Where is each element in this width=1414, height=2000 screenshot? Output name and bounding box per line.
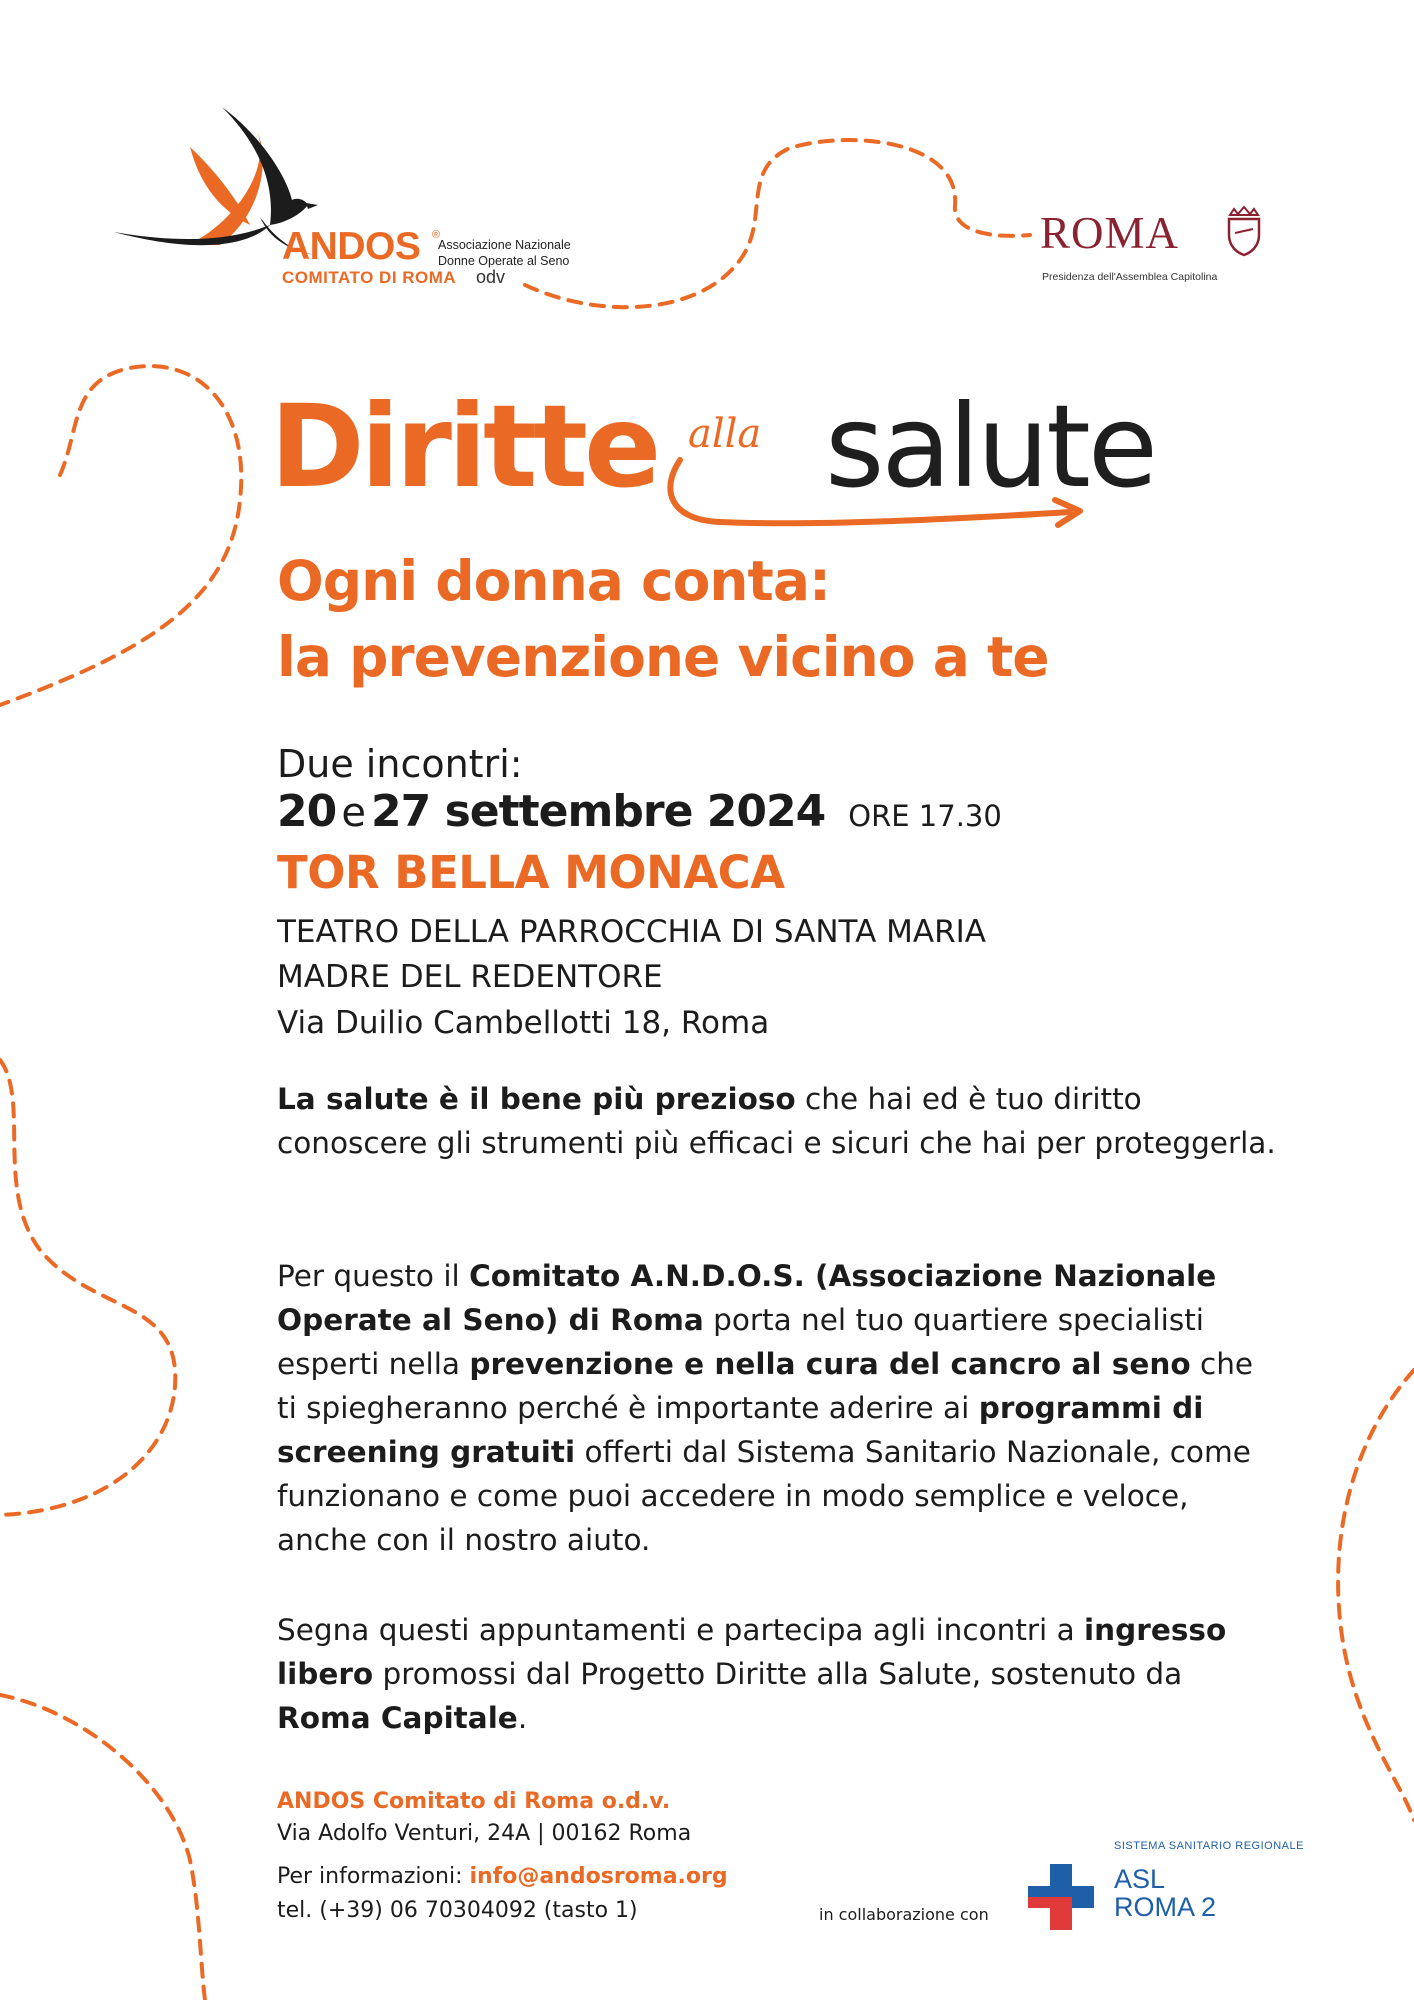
event-address-line1: TEATRO DELLA PARROCCHIA DI SANTA MARIA <box>277 914 986 950</box>
andos-logo <box>110 105 610 295</box>
dashed-curve-left-middle <box>0 1060 175 1515</box>
event-date-day1: 20 <box>277 786 337 837</box>
title-salute: salute <box>825 380 1156 513</box>
event-intro: Due incontri: <box>277 742 523 786</box>
asl-line2: ROMA 2 <box>1114 1892 1217 1922</box>
footer-info <box>277 1864 728 1889</box>
dashed-curve-left-bottom <box>0 1695 205 2000</box>
title-alla: alla <box>688 411 762 457</box>
event-address-line2: MADRE DEL REDENTORE <box>277 959 663 995</box>
event-place: TOR BELLA MONACA <box>277 846 785 899</box>
p2-text1: Per questo il <box>277 1259 470 1293</box>
andos-odv: odv <box>476 267 506 287</box>
body-paragraph-2 <box>277 1254 1277 1562</box>
p2-bold1: Comitato A.N.D.O.S. (Associazione Nazionale Operate al Seno) di Roma <box>277 1259 1217 1337</box>
body-paragraph-3 <box>277 1608 1277 1740</box>
event-address-line3: Via Duilio Cambellotti 18, Roma <box>277 1005 770 1041</box>
subtitle-line2: la prevenzione vicino a te <box>277 625 1049 689</box>
p2-text2: porta nel tuo quartiere specialisti esperti nella <box>277 1303 1204 1381</box>
p3-text3: . <box>517 1701 528 1735</box>
p3-text1: Segna questi appuntamenti e partecipa agli incontri a <box>277 1613 1085 1647</box>
asl-ssr-label: SISTEMA SANITARIO REGIONALE <box>1114 1840 1304 1852</box>
roma-subtitle: Presidenza dell'Assemblea Capitolina <box>1042 271 1218 283</box>
collaboration-label: in collaborazione con <box>819 1905 989 1924</box>
footer-address: Via Adolfo Venturi, 24A | 00162 Roma <box>277 1821 692 1846</box>
roma-crest-icon <box>1224 205 1264 257</box>
event-time: ORE 17.30 <box>848 799 1002 833</box>
event-dates <box>277 786 1002 837</box>
dashed-curve-left-upper <box>0 366 241 705</box>
andos-description-line1: Associazione Nazionale <box>438 238 571 252</box>
footer-email-link[interactable]: info@andosroma.org <box>469 1864 728 1889</box>
p3-bold1: ingresso libero <box>277 1613 1227 1691</box>
p3-text2: promossi dal Progetto Diritte alla Salute, sostenuto da <box>373 1657 1183 1691</box>
andos-comitato: COMITATO DI ROMA <box>282 268 457 287</box>
dashed-curve-right <box>1338 1370 1414 1820</box>
subtitle-line1: Ogni donna conta: <box>277 549 830 613</box>
footer-info-label: Per informazioni: <box>277 1864 470 1889</box>
andos-description-line2: Donne Operate al Seno <box>438 254 570 268</box>
registered-mark: ® <box>432 229 441 241</box>
asl-roma2-logo <box>1028 1838 1348 1938</box>
red-cross-icon <box>1028 1864 1094 1930</box>
roma-wordmark: ROMA <box>1040 208 1180 258</box>
body-paragraph-1 <box>277 1077 1277 1165</box>
p1-text1: che hai ed è tuo diritto conoscere gli strumenti più efficaci e sicuri che hai per proteggerla. <box>277 1082 1276 1160</box>
footer-phone: tel. (+39) 06 70304092 (tasto 1) <box>277 1898 638 1923</box>
main-title <box>270 380 1250 540</box>
p3-bold2: Roma Capitale <box>277 1701 518 1735</box>
title-diritte: Diritte <box>270 380 658 513</box>
p2-text3: che ti spiegheranno perché è importante aderire ai <box>277 1347 1254 1425</box>
asl-line1: ASL <box>1114 1864 1166 1894</box>
p2-bold2: prevenzione e nella cura del cancro al seno <box>469 1347 1191 1381</box>
andos-name: ANDOS <box>282 225 421 268</box>
footer-org-name: ANDOS Comitato di Roma o.d.v. <box>277 1789 671 1814</box>
p1-bold1: La salute è il bene più prezioso <box>277 1082 796 1116</box>
event-date-and: e <box>341 790 366 836</box>
p2-text4: offerti dal Sistema Sanitario Nazionale, come funzionano e come puoi accedere in modo semplice e veloce, anche con il nostro aiuto. <box>277 1435 1251 1557</box>
roma-logo <box>1036 205 1276 285</box>
p2-bold3: programmi di screening gratuiti <box>277 1391 1204 1469</box>
event-date-rest: 27 settembre 2024 <box>371 786 826 837</box>
